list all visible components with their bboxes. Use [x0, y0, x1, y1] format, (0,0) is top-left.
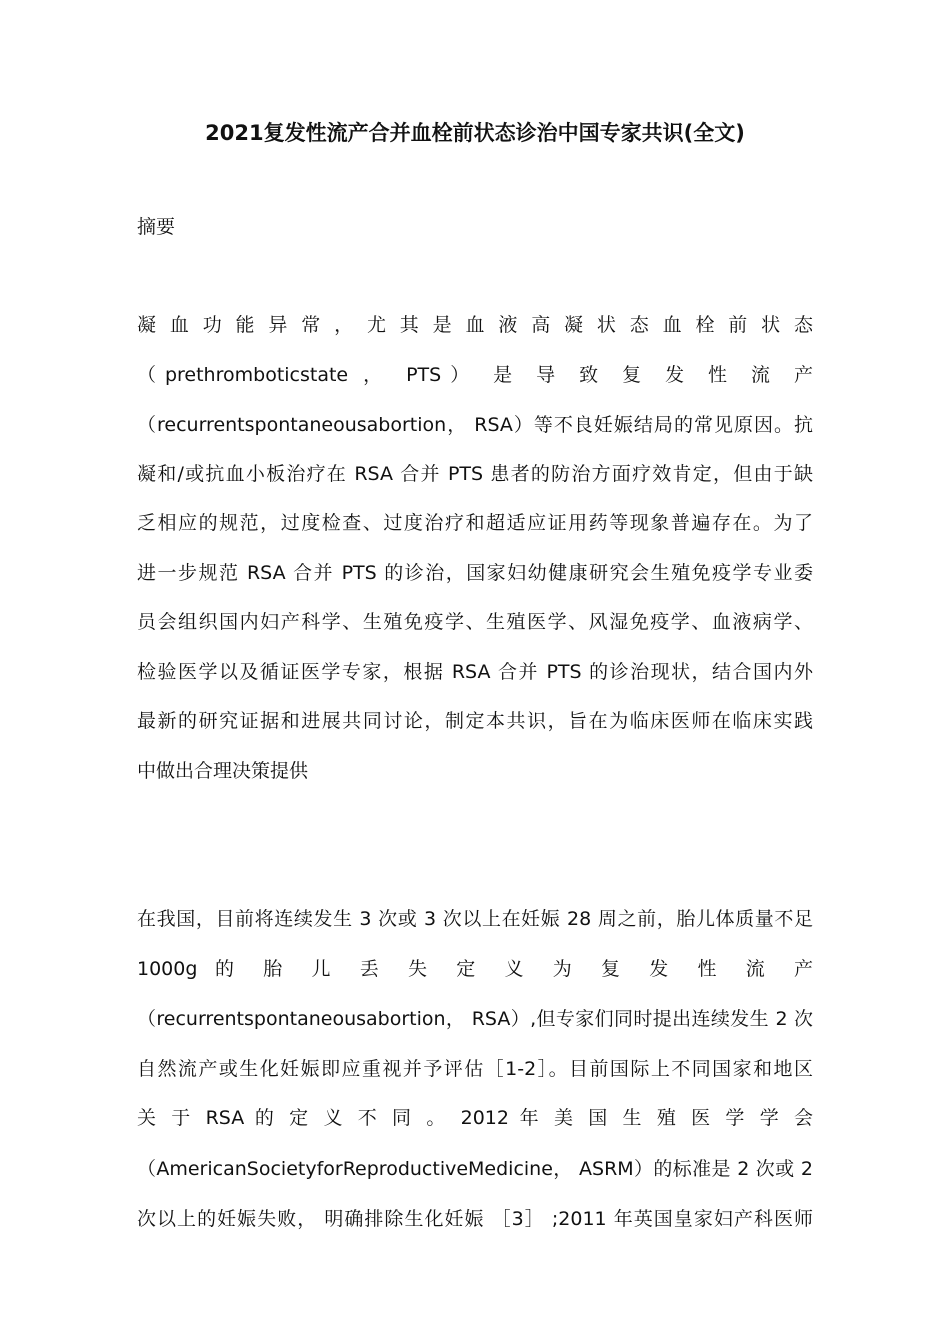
paragraph2-line: （AmericanSocietyforReproductiveMedicine， ASRM）的标准是 2 次或 2 — [137, 1158, 813, 1180]
paragraph2-line: 在我国，目前将连续发生 3 次或 3 次以上在妊娠 28 周之前，胎儿体质量不足 — [137, 908, 813, 930]
paragraph1-line: 进一步规范 RSA 合并 PTS 的诊治，国家妇幼健康研究会生殖免疫学专业委 — [137, 562, 813, 584]
paragraph2-line: 1000g 的 胎 儿 丢 失 定 义 为 复 发 性 流 产 — [137, 958, 813, 980]
paragraph1-line: 凝 血 功 能 异 常 ， 尤 其 是 血 液 高 凝 状 态 血 栓 前 状 态 — [137, 314, 813, 336]
paragraph2-line: 自然流产或生化妊娠即应重视并予评估［1-2］。目前国际上不同国家和地区 — [137, 1058, 813, 1080]
paragraph1-line: 乏相应的规范，过度检查、过度治疗和超适应证用药等现象普遍存在。为了 — [137, 512, 813, 534]
paragraph1-line: 凝和/或抗血小板治疗在 RSA 合并 PTS 患者的防治方面疗效肯定，但由于缺 — [137, 463, 813, 485]
paragraph2-line: 关 于 RSA 的 定 义 不 同 。 2012 年 美 国 生 殖 医 学 学 会 — [137, 1107, 813, 1129]
paragraph2-line: （recurrentspontaneousabortion， RSA）,但专家们同时提出连续发生 2 次 — [137, 1008, 813, 1030]
document-title: 2021复发性流产合并血栓前状态诊治中国专家共识(全文) — [205, 121, 745, 145]
paragraph1-line: 员会组织国内妇产科学、生殖免疫学、生殖医学、风湿免疫学、血液病学、 — [137, 611, 813, 633]
paragraph1-line: （recurrentspontaneousabortion， RSA）等不良妊娠结局的常见原因。抗 — [137, 414, 813, 436]
paragraph1-line: 中做出合理决策提供 — [137, 760, 309, 782]
paragraph1-line: 检验医学以及循证医学专家，根据 RSA 合并 PTS 的诊治现状，结合国内外 — [137, 661, 813, 683]
paragraph1-line: （prethromboticstate ， PTS） 是 导 致 复 发 性 流 产 — [137, 364, 813, 386]
paragraph1-line: 最新的研究证据和进展共同讨论，制定本共识，旨在为临床医师在临床实践 — [137, 710, 813, 732]
section-heading-abstract: 摘要 — [137, 216, 176, 238]
paragraph2-line: 次以上的妊娠失败， 明确排除生化妊娠 ［3］ ;2011 年英国皇家妇产科医师 — [137, 1208, 813, 1230]
